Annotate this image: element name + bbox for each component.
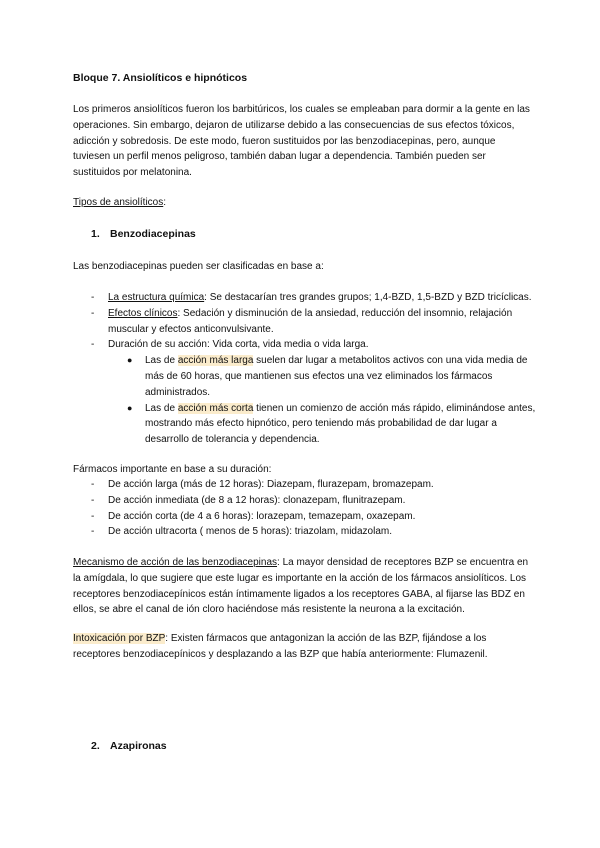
dash-marker: - bbox=[91, 307, 95, 319]
farmaco-item: De acción ultracorta ( menos de 5 horas): triazolam, midazolam. bbox=[108, 526, 393, 538]
farmacos-heading: Fármacos importante en base a su duración: bbox=[73, 464, 272, 475]
farmaco-item: De acción larga (más de 12 horas): Diazepam, flurazepam, bromazepam. bbox=[108, 479, 434, 490]
tipos-heading bbox=[73, 195, 533, 211]
dash-marker: - bbox=[91, 339, 95, 351]
mecanismo-text: : La mayor densidad de receptores BZP se encuentra en la amígdala, lo que sugiere que este lugar es importante en la acción de los fármacos ansiolíticos. Los receptores benzodiacepínicos están íntimamente ligados a los receptores GABA, al fijarse las BDZ en ellos, se abre el canal de ión cloro haciéndose más resistente la neurona a la excitación. bbox=[73, 557, 529, 616]
dash-marker: - bbox=[91, 292, 95, 303]
long-highlight: acción más larga bbox=[177, 355, 254, 367]
section-1-title: Benzodiacepinas bbox=[110, 228, 196, 240]
section-2-heading bbox=[91, 740, 167, 752]
long-pre: Las de bbox=[145, 355, 178, 367]
dash-marker: - bbox=[91, 526, 95, 538]
section-1-heading bbox=[91, 228, 196, 240]
structure-label: La estructura química bbox=[108, 292, 205, 303]
list-item bbox=[127, 353, 541, 400]
duration-text: Duración de su acción: Vida corta, vida media o vida larga. bbox=[108, 339, 369, 351]
duration-sublist bbox=[108, 353, 541, 448]
long-post: suelen dar lugar a metabolitos activos con una vida media de más de 60 horas, que mantienen sus efectos una vez eliminados los fármacos administrados. bbox=[145, 355, 528, 398]
classification-intro: Las benzodiacepinas pueden ser clasificadas en base a: bbox=[73, 261, 324, 272]
list-item bbox=[91, 509, 541, 525]
short-post: tienen un comienzo de acción más rápido, eliminándose antes, mostrando más efecto hipnótico, pero teniendo más probabilidad de dar lugar a desarrollo de tolerancia y dependencia. bbox=[145, 402, 536, 446]
list-item bbox=[91, 290, 541, 306]
intoxicacion-paragraph bbox=[73, 631, 533, 663]
section-2-number: 2. bbox=[91, 740, 100, 752]
farmacos-list bbox=[91, 477, 541, 540]
tipos-label: Tipos de ansiolíticos bbox=[73, 197, 164, 208]
dash-marker: - bbox=[91, 479, 95, 490]
structure-text: : Se destacarían tres grandes grupos; 1,4-BZD, 1,5-BZD y BZD tricíclicas. bbox=[204, 292, 532, 303]
list-item bbox=[91, 524, 541, 540]
criteria-list bbox=[91, 290, 541, 448]
list-item bbox=[91, 337, 541, 448]
intoxicacion-label: Intoxicación por BZP bbox=[73, 633, 166, 644]
document-title: Bloque 7. Ansiolíticos e hipnóticos bbox=[73, 72, 248, 84]
effects-label: Efectos clínicos bbox=[108, 307, 178, 319]
section-2-title: Azapironas bbox=[110, 740, 167, 752]
list-item bbox=[127, 401, 541, 448]
intoxicacion-text: : Existen fármacos que antagonizan la acción de las BZP, fijándose a los receptores benzodiacepínicos y desplazando a las BZP que había anteriormente: Flumazenil. bbox=[73, 633, 488, 660]
bullet-marker: ● bbox=[127, 355, 133, 366]
mecanismo-label: Mecanismo de acción de las benzodiacepinas bbox=[73, 557, 278, 568]
list-item bbox=[91, 477, 541, 493]
mecanismo-paragraph bbox=[73, 555, 533, 618]
bullet-marker: ● bbox=[127, 402, 133, 413]
intro-paragraph: Los primeros ansiolíticos fueron los barbitúricos, los cuales se empleaban para dormir a la gente en las operaciones. Sin embargo, dejaron de utilizarse debido a las consecuencias de sus efectos tóxicos, adicción y sobredosis. De este modo, fueron sustituidos por las benzodiacepinas, pero, aunque tuviesen un perfil menos peligroso, también daban lugar a dependencia. También pueden ser sustituidos por melatonina. bbox=[73, 104, 530, 179]
farmaco-item: De acción corta (de 4 a 6 horas): lorazepam, temazepam, oxazepam. bbox=[108, 510, 416, 522]
tipos-colon: : bbox=[163, 197, 167, 208]
list-item bbox=[91, 493, 541, 509]
dash-marker: - bbox=[91, 494, 95, 506]
farmaco-item: De acción inmediata (de 8 a 12 horas): clonazepam, flunitrazepam. bbox=[108, 494, 406, 506]
dash-marker: - bbox=[91, 510, 95, 522]
short-pre: Las de bbox=[145, 402, 178, 414]
short-highlight: acción más corta bbox=[177, 402, 254, 414]
effects-text: : Sedación y disminución de la ansiedad, reducción del insomnio, relajación muscular y efectos anticonvulsivante. bbox=[108, 307, 513, 335]
section-1-number: 1. bbox=[91, 228, 100, 240]
list-item bbox=[91, 306, 541, 338]
